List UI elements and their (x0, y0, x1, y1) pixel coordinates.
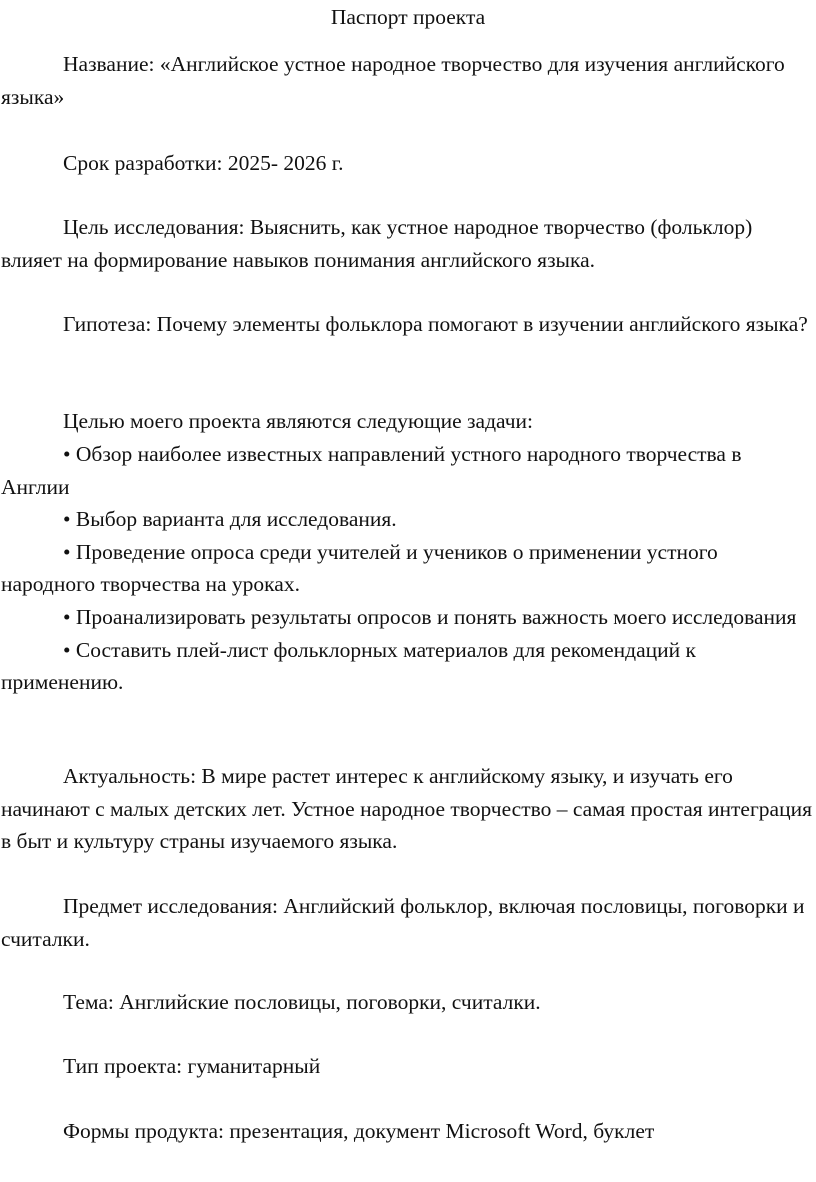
list-item: • Составить плей-лист фольклорных материалов для рекомендаций к применению. (1, 637, 696, 695)
list-item: • Обзор наиболее известных направлений устного народного творчества в Англии (1, 442, 742, 499)
hypothesis-paragraph: Гипотеза: Почему элементы фольклора помогают в изучении английского языка? (63, 312, 808, 336)
relevance-paragraph: Актуальность: В мире растет интерес к английскому языку, и изучать его начинают с малых детских лет. Устное народное творчество – самая простая интеграция в быт и культуру страны изучаемого языка. (1, 764, 812, 854)
development-term-paragraph: Срок разработки: 2025- 2026 г. (63, 151, 344, 175)
research-subject-paragraph: Предмет исследования: Английский фольклор, включая пословицы, поговорки и считалки. (1, 894, 805, 951)
project-type-paragraph: Тип проекта: гуманитарный (63, 1054, 321, 1078)
tasks-list (1, 438, 813, 699)
tasks-intro-paragraph: Целью моего проекта являются следующие задачи: (63, 409, 533, 433)
list-item: • Проведение опроса среди учителей и учеников о применении устного народного творчества на уроках. (1, 539, 718, 597)
topic-paragraph: Тема: Английские пословицы, поговорки, считалки. (63, 990, 541, 1014)
product-forms-paragraph: Формы продукта: презентация, документ Microsoft Word, буклет (63, 1119, 655, 1143)
list-item: • Проанализировать результаты опросов и понять важность моего исследования (63, 604, 797, 629)
research-goal-paragraph: Цель исследования: Выяснить, как устное народное творчество (фольклор) влияет на формирование навыков понимания английского языка. (1, 215, 753, 272)
list-item: • Выбор варианта для исследования. (63, 507, 397, 532)
document-title: Паспорт проекта (330, 5, 486, 29)
project-name-paragraph: Название: «Английское устное народное творчество для изучения английского языка» (1, 52, 785, 109)
